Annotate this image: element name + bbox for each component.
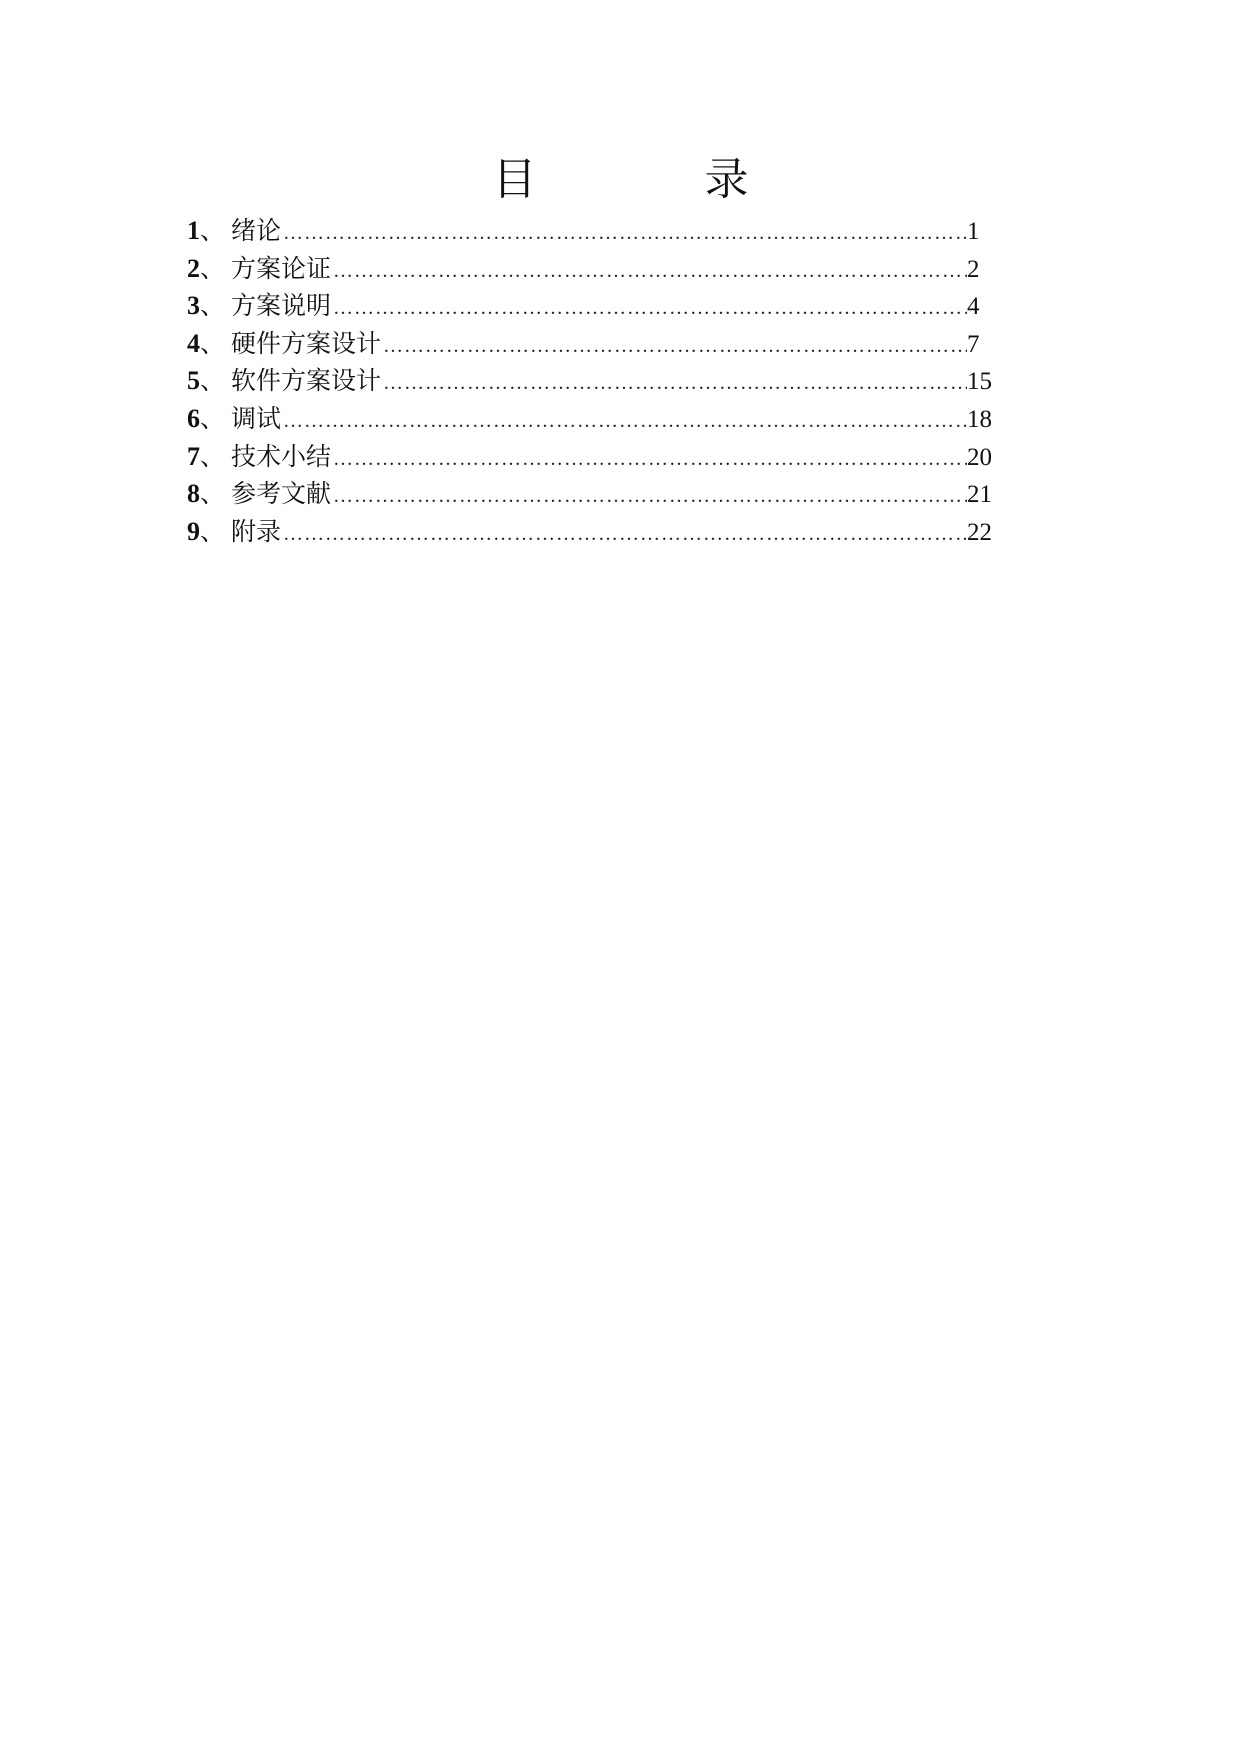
toc-dot-leader bbox=[331, 441, 967, 479]
toc-entry-page: 20 bbox=[967, 443, 992, 471]
toc-dot-leader bbox=[381, 365, 967, 403]
toc-entry-page: 1 bbox=[967, 218, 980, 245]
toc-dot-leader bbox=[331, 290, 967, 328]
toc-entry-separator: 、 bbox=[200, 291, 226, 321]
toc-entry-separator: 、 bbox=[200, 479, 226, 509]
toc-entry-separator: 、 bbox=[200, 328, 226, 358]
toc-entry[interactable] bbox=[187, 212, 997, 250]
toc-entry-separator: 、 bbox=[200, 366, 226, 396]
toc-entry-number: 6 bbox=[187, 403, 200, 433]
toc-entry-number: 7 bbox=[187, 441, 200, 471]
toc-entry[interactable] bbox=[187, 400, 997, 438]
toc-entry-separator: 、 bbox=[200, 403, 226, 433]
toc-entry-label: 绪论 bbox=[231, 216, 282, 245]
toc-entry-separator: 、 bbox=[200, 441, 226, 471]
toc-entry-label: 软件方案设计 bbox=[231, 366, 382, 396]
toc-dot-leader bbox=[281, 403, 967, 441]
toc-entry-number: 8 bbox=[187, 479, 200, 509]
toc-entry-separator: 、 bbox=[200, 216, 226, 245]
toc-entry-number: 9 bbox=[187, 516, 200, 546]
toc-entry-separator: 、 bbox=[200, 516, 226, 546]
toc-entry-page: 7 bbox=[967, 330, 980, 358]
toc-entry[interactable] bbox=[187, 287, 997, 325]
toc-entry-label: 硬件方案设计 bbox=[231, 328, 382, 358]
toc-entry-page: 2 bbox=[967, 255, 980, 283]
toc-entry-number: 5 bbox=[187, 366, 200, 396]
toc-entry-number: 3 bbox=[187, 291, 200, 321]
toc-entry-label: 参考文献 bbox=[231, 479, 332, 509]
toc-entry-separator: 、 bbox=[200, 253, 226, 283]
toc-entry-label: 附录 bbox=[231, 516, 282, 546]
toc-entry[interactable] bbox=[187, 325, 997, 363]
toc-dot-leader bbox=[281, 215, 967, 253]
toc-entry-page: 21 bbox=[967, 481, 992, 509]
toc-entry-page: 18 bbox=[967, 405, 992, 433]
toc-entry-number: 4 bbox=[187, 328, 200, 358]
toc-entry-label: 方案论证 bbox=[231, 253, 332, 283]
toc-entry[interactable] bbox=[187, 438, 997, 476]
toc-entry[interactable] bbox=[187, 475, 997, 513]
toc-entry[interactable] bbox=[187, 250, 997, 288]
toc-dot-leader bbox=[331, 253, 967, 291]
toc-dot-leader bbox=[381, 328, 967, 366]
toc-entry-label: 方案说明 bbox=[231, 291, 332, 321]
toc-entry[interactable] bbox=[187, 513, 997, 551]
toc-entry-label: 技术小结 bbox=[231, 441, 332, 471]
toc-entry-page: 4 bbox=[967, 293, 980, 321]
toc-entry-page: 15 bbox=[967, 368, 992, 396]
toc-entry-number: 1 bbox=[187, 216, 200, 245]
toc-dot-leader bbox=[331, 478, 967, 516]
toc-entry[interactable] bbox=[187, 362, 997, 400]
toc-entry-number: 2 bbox=[187, 253, 200, 283]
toc-list bbox=[187, 212, 997, 550]
toc-dot-leader bbox=[281, 516, 967, 554]
toc-entry-page: 22 bbox=[967, 518, 992, 546]
toc-entry-label: 调试 bbox=[231, 403, 282, 433]
toc-title: 目 录 bbox=[492, 154, 811, 205]
